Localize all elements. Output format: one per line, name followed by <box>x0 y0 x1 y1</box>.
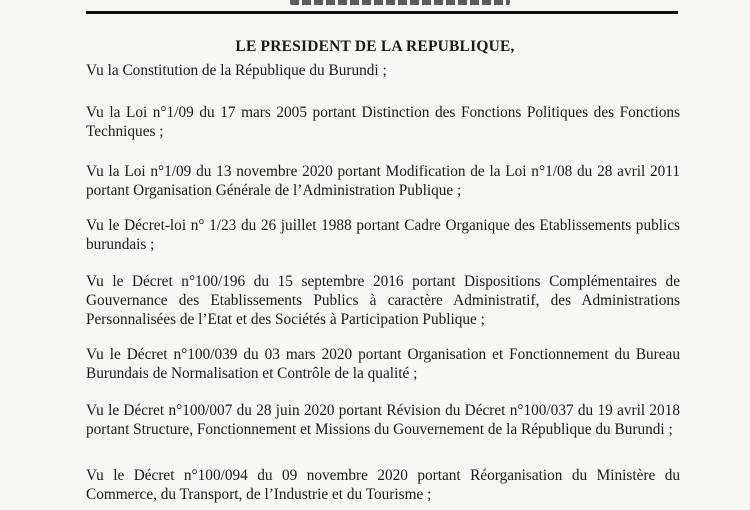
visa-paragraph: Vu la Loi n°1/09 du 13 novembre 2020 portant Modification de la Loi n°1/08 du 28 avril 2011 portant Organisation Générale de l’Administration Publique ; <box>86 163 680 199</box>
document-title: LE PRESIDENT DE LA REPUBLIQUE, <box>235 38 515 55</box>
visa-paragraph: Vu le Décret n°100/196 du 15 septembre 2016 portant Dispositions Complémentaires de Gouvernance des Etablissements Publics à caractère Administratif, des Administrations Personnalisées de l’Etat et des Sociétés à Participation Publique ; <box>86 273 680 328</box>
visa-paragraph: Vu la Constitution de la République du Burundi ; <box>86 62 387 79</box>
cropped-header-text <box>290 0 510 5</box>
header-rule <box>86 11 678 14</box>
visa-paragraph: Vu le Décret n°100/039 du 03 mars 2020 portant Organisation et Fonctionnement du Bureau Burundais de Normalisation et Contrôle de la qualité ; <box>86 346 680 382</box>
visa-paragraph: Vu le Décret-loi n° 1/23 du 26 juillet 1988 portant Cadre Organique des Etablissements publics burundais ; <box>86 217 680 253</box>
visa-paragraph: Vu la Loi n°1/09 du 17 mars 2005 portant Distinction des Fonctions Politiques des Fonctions Techniques ; <box>86 104 680 140</box>
visa-paragraph: Vu le Décret n°100/094 du 09 novembre 2020 portant Réorganisation du Ministère du Commerce, du Transport, de l’Industrie et du Tourisme ; <box>86 467 680 503</box>
visa-paragraph: Vu le Décret n°100/007 du 28 juin 2020 portant Révision du Décret n°100/037 du 19 avril 2018 portant Structure, Fonctionnement et Missions du Gouvernement de la République du Burundi ; <box>86 402 680 438</box>
